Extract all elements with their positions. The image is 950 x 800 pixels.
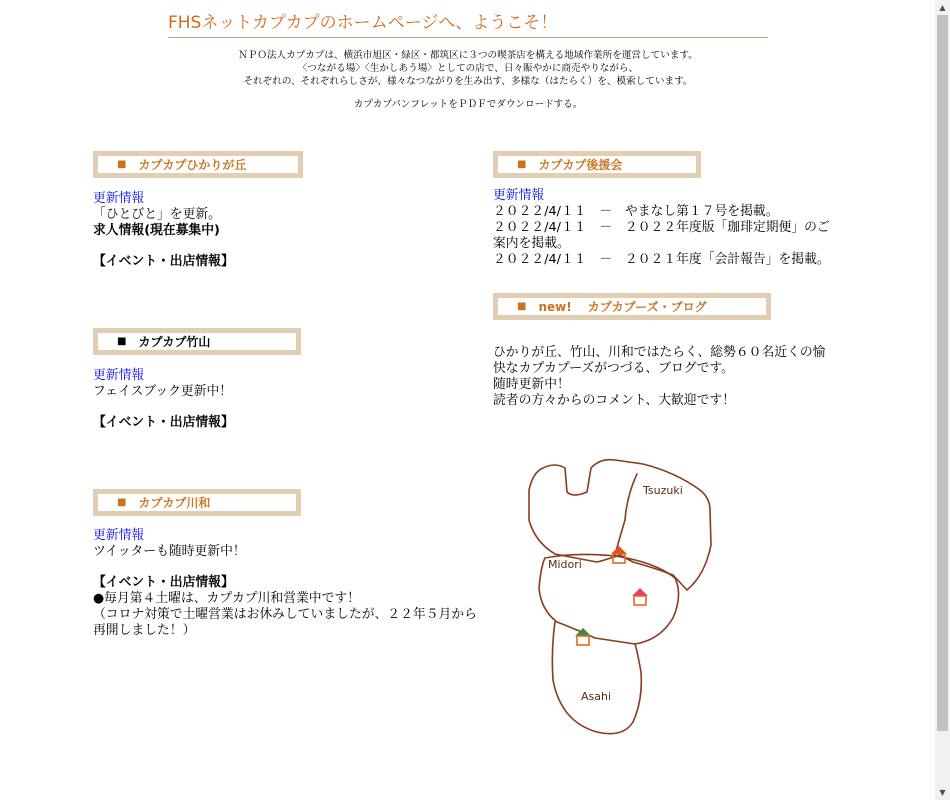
intro-text [168,49,768,111]
event-info-link[interactable]: 【イベント・出店情報】 [93,415,234,430]
section-title: カプカプーズ・ブログ [587,300,707,314]
news-item: ２０２２/4/１１ － ２０２２年度版「珈琲定期便」のご [493,220,830,235]
section-title: カプカプ川和 [138,496,211,510]
update-link[interactable]: 更新情報 [93,528,145,543]
scroll-up-icon[interactable]: ▲ [939,3,946,12]
news-item: 案内を掲載。 [493,236,570,251]
scroll-thumb[interactable] [937,15,948,731]
news-item: ２０２２/4/１１ － ２０２１年度「会計報告」を掲載。 [493,252,830,267]
notice-text: （コロナ対策で土曜営業はお休みしていましたが、２２年５月から [93,607,477,622]
square-bullet-icon: ■ [117,497,127,508]
section-title: カプカプひかりが丘 [138,158,247,172]
spacer [93,560,488,575]
section-header-blog[interactable] [493,293,771,320]
update-link[interactable]: 更新情報 [493,188,545,203]
spacer [168,88,768,98]
update-link[interactable]: 更新情報 [93,368,145,383]
section-kouenkai [493,188,853,268]
shop-house-icon [611,546,627,563]
square-bullet-icon: ■ [517,301,527,312]
recruit-info[interactable]: 求人情報(現在募集中) [93,223,220,238]
update-text: 「ひとびと」を更新。 [93,207,221,222]
section-takeyama [93,368,333,431]
blog-text: 快なカプカプーズがつづる、ブログです。 [493,361,734,376]
map-label-midori: Midori [548,558,582,571]
intro-line: ＮＰＯ法人カプカプは、横浜市旭区・緑区・都筑区に３つの喫茶店を構える地域作業所を運営しています。 [238,50,698,61]
event-info-link[interactable]: 【イベント・出店情報】 [93,575,234,590]
square-bullet-icon: ■ [117,159,127,170]
section-header-takeyama[interactable] [93,328,301,355]
section-header-kouenkai[interactable] [493,151,701,178]
map-label-asahi: Asahi [581,690,612,703]
intro-line: 〈つながる場〉〈生かしあう場〉としての店で、日々賑やかに商売やりながら、 [297,63,639,74]
event-info-link[interactable]: 【イベント・出店情報】 [93,254,234,269]
section-title: カプカプ後援会 [538,158,623,172]
spacer [93,400,333,415]
blog-text: 随時更新中！ [493,377,570,392]
area-map[interactable] [515,450,725,740]
update-text: ツイッターも随時更新中！ [93,544,246,559]
map-region-divider [615,474,637,555]
spacer [93,239,333,254]
section-title: カプカプ竹山 [138,335,211,349]
update-link[interactable]: 更新情報 [93,191,145,206]
new-badge: new! [538,299,572,314]
title-divider [168,37,768,38]
section-header-hikarigaoka[interactable] [93,151,303,178]
scroll-down-icon[interactable]: ▼ [939,788,946,797]
notice-text: 再開しました！） [93,623,196,638]
update-text: フェイスブック更新中！ [93,384,233,399]
pamphlet-pdf-link[interactable]: カプカプパンフレットをＰＤＦでダウンロードする。 [353,99,583,110]
blog-text: 読者の方々からのコメント、大歓迎です！ [493,393,735,408]
vertical-scrollbar[interactable] [935,0,950,800]
section-header-kawawa[interactable] [93,489,301,516]
section-blog [493,345,853,409]
notice-text: ●毎月第４土曜は、カプカプ川和営業中です！ [93,591,360,606]
page-title: FHSネットカプカプのホームページへ、ようこそ！ [168,13,558,33]
blog-text: ひかりが丘、竹山、川和ではたらく、総勢６０名近くの愉 [493,345,826,360]
map-label-tsuzuki: Tsuzuki [643,484,683,497]
section-kawawa [93,528,488,639]
square-bullet-icon: ■ [517,159,527,170]
news-item: ２０２２/4/１１ － やまなし第１７号を掲載。 [493,204,779,219]
shop-house-icon [632,588,648,605]
intro-line: それぞれの、それぞれらしさが、様々なつながりを生み出す、多様な（はたらく）を、模索しています。 [243,76,693,87]
square-bullet-icon: ■ [117,336,127,347]
section-hikarigaoka [93,191,333,270]
